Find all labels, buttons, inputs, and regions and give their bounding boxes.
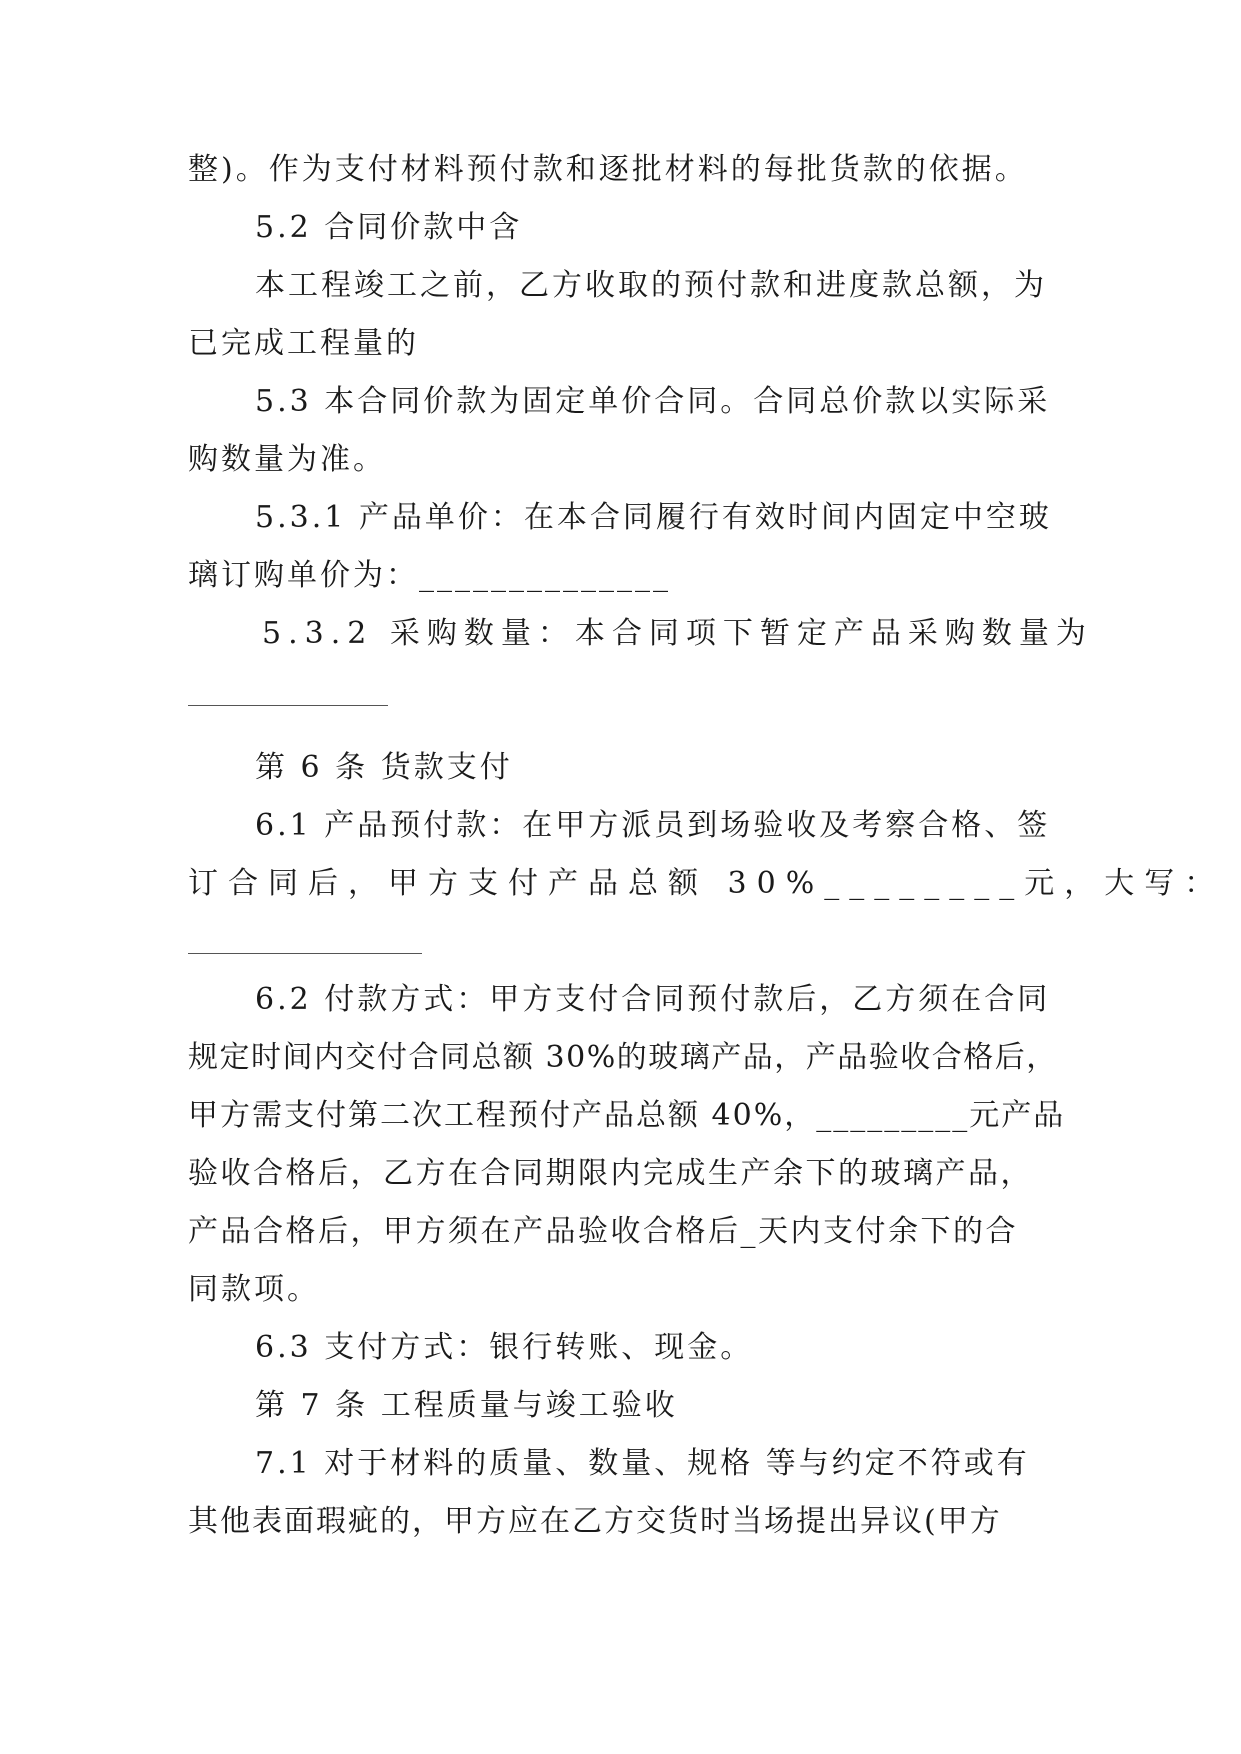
clause-5-2: 5.2 合同价款中含 [255, 210, 523, 245]
clause-7-1: 7.1 对于材料的质量、数量、规格 等与约定不符或有 [255, 1446, 1030, 1481]
text-line-3: 本工程竣工之前，乙方收取的预付款和进度款总额，为 [255, 268, 1047, 303]
text-line-12: 订合同后，甲方支付产品总额 30%________元，大写： [188, 866, 1225, 901]
text-line-14: 规定时间内交付合同总额 30%的玻璃产品，产品验收合格后， [188, 1040, 1058, 1075]
text-line-6: 购数量为准。 [188, 442, 386, 477]
fill-in-blank-line [188, 953, 422, 954]
text-line-4: 已完成工程量的 [188, 326, 419, 361]
clause-5-3-2: 5.3.2 采购数量：本合同项下暂定产品采购数量为 [262, 616, 1093, 651]
fill-in-blank-line [188, 705, 388, 706]
text-line-16: 验收合格后，乙方在合同期限内完成生产余下的玻璃产品， [188, 1156, 1033, 1191]
clause-6-1: 6.1 产品预付款：在甲方派员到场验收及考察合格、签 [255, 808, 1051, 843]
clause-6-2: 6.2 付款方式：甲方支付合同预付款后，乙方须在合同 [255, 982, 1051, 1017]
text-line-15: 甲方需支付第二次工程预付产品总额 40%，_________元产品 [188, 1098, 1066, 1133]
text-line-1: 整)。作为支付材料预付款和逐批材料的每批货款的依据。 [188, 152, 1028, 187]
text-line-18: 同款项。 [188, 1272, 320, 1307]
clause-5-3-1: 5.3.1 产品单价：在本合同履行有效时间内固定中空玻 [255, 500, 1052, 535]
text-line-17: 产品合格后，甲方须在产品验收合格后_天内支付余下的合 [188, 1214, 1018, 1249]
clause-6-3: 6.3 支付方式：银行转账、现金。 [255, 1330, 754, 1365]
clause-5-3: 5.3 本合同价款为固定单价合同。合同总价款以实际采 [255, 384, 1051, 419]
text-line-8: 璃订购单价为：______________ [188, 558, 671, 593]
text-line-22: 其他表面瑕疵的，甲方应在乙方交货时当场提出异议(甲方 [188, 1504, 1002, 1539]
article-6-heading: 第 6 条 货款支付 [255, 750, 513, 785]
article-7-heading: 第 7 条 工程质量与竣工验收 [255, 1388, 678, 1423]
